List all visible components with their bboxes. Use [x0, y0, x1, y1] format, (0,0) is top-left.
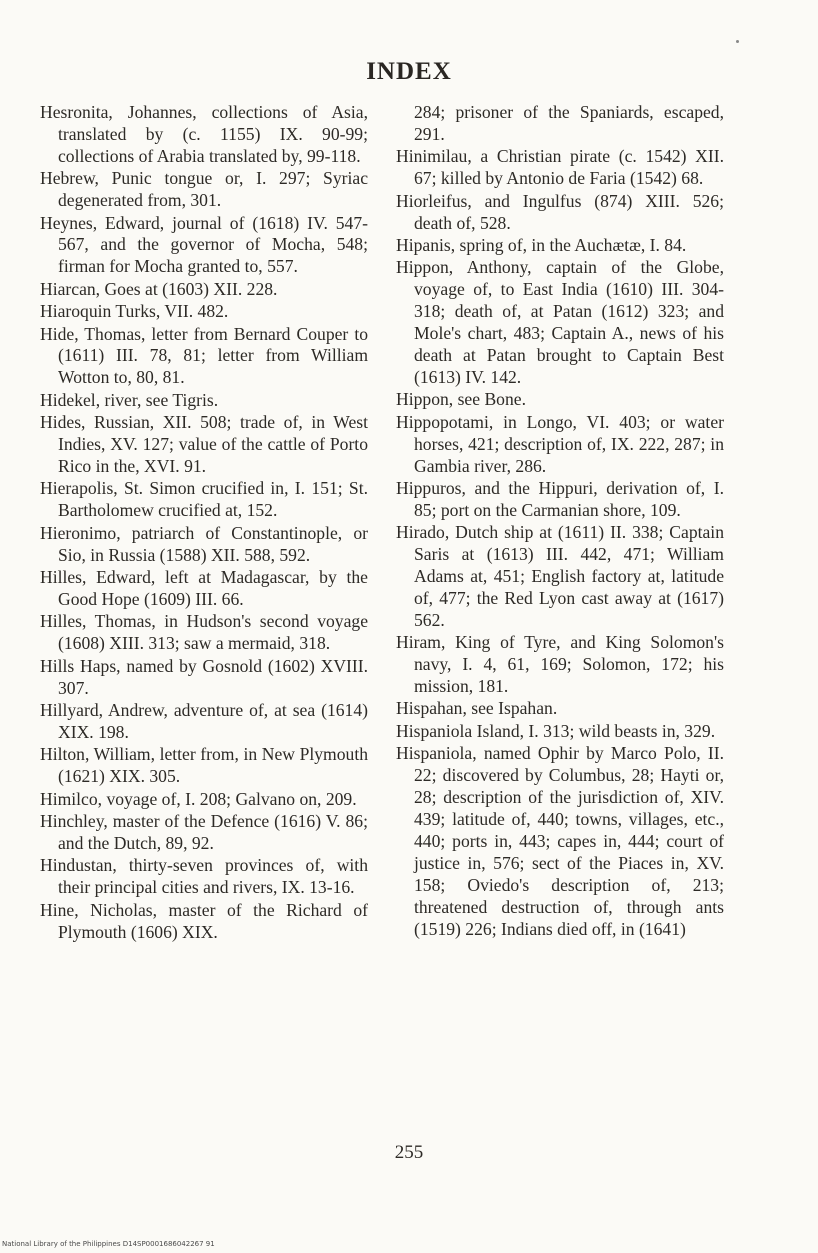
- index-entry: Hine, Nicholas, master of the Richard of Plymouth (1606) XIX.: [40, 899, 368, 942]
- index-entry: Heynes, Edward, journal of (1618) IV. 547-567, and the governor of Mocha, 548; firman for Mocha granted to, 557.: [40, 212, 368, 277]
- index-entry: Hidekel, river, see Tigris.: [40, 389, 219, 410]
- paper-speck: [736, 40, 739, 43]
- page-title: INDEX: [366, 58, 452, 85]
- index-entry: Hispahan, see Ispahan.: [396, 698, 558, 719]
- index-entry: Hippopotami, in Longo, VI. 403; or water horses, 421; description of, IX. 222, 287; in Gambia river, 286.: [396, 411, 724, 476]
- index-entry: Hinimilau, a Christian pirate (c. 1542) XII. 67; killed by Antonio de Faria (1542) 68.: [396, 146, 724, 189]
- index-entry: Hieronimo, patriarch of Constantinople, or Sio, in Russia (1588) XII. 588, 592.: [40, 522, 368, 565]
- index-entry: 284; prisoner of the Spaniards, escaped, 291.: [414, 102, 724, 144]
- index-entry: Hinchley, master of the Defence (1616) V. 86; and the Dutch, 89, 92.: [40, 811, 368, 853]
- right-column: [396, 102, 724, 941]
- index-entry: Hipanis, spring of, in the Auchætæ, I. 84.: [396, 234, 687, 255]
- index-entry: Hispaniola Island, I. 313; wild beasts in, 329.: [396, 720, 716, 741]
- index-entry: Hebrew, Punic tongue or, I. 297; Syriac degenerated from, 301.: [40, 168, 368, 211]
- index-entry: Hirado, Dutch ship at (1611) II. 338; Captain Saris at (1613) III. 442, 471; William Adams at, 451; English factory at, latitude of, 477; the Red Lyon cast away at (1617) 562.: [396, 522, 724, 630]
- index-entry: Hippuros, and the Hippuri, derivation of, I. 85; port on the Carmanian shore, 109.: [396, 477, 724, 520]
- index-entry: Hindustan, thirty-seven provinces of, with their principal cities and rivers, IX. 13-16.: [40, 855, 368, 898]
- index-entry: Hills Haps, named by Gosnold (1602) XVIII. 307.: [40, 655, 368, 698]
- index-entry: Himilco, voyage of, I. 208; Galvano on, 209.: [40, 788, 357, 809]
- index-entry: Hilles, Thomas, in Hudson's second voyage (1608) XIII. 313; saw a mermaid, 318.: [40, 611, 368, 654]
- index-entry: Hippon, Anthony, captain of the Globe, voyage of, to East India (1610) III. 304-318; death of, at Patan (1612) 323; and Mole's chart, 483; Captain A., news of his death at Patan brought to Captain Best (1613) IV. 142.: [396, 257, 724, 387]
- index-entry: Hiram, King of Tyre, and King Solomon's navy, I. 4, 61, 169; Solomon, 172; his mission, 181.: [396, 632, 724, 697]
- index-entry: Hillyard, Andrew, adventure of, at sea (1614) XIX. 198.: [40, 699, 368, 742]
- index-entry: Hippon, see Bone.: [396, 389, 526, 410]
- index-entry: Hispaniola, named Ophir by Marco Polo, II. 22; discovered by Columbus, 28; Hayti or, 28; description of the jurisdiction of, XIV. 439; latitude of, 440; towns, villages, etc., 440; ports in, 443; capes in, 444; court of justice in, 576; sect of the Piaces in, XV. 158; Oviedo's description of, 213; threatened destruction of, through ants (1519) 226; Indians died off, in (1641): [396, 743, 724, 939]
- page-number: 255: [394, 1142, 424, 1163]
- index-entry: Hiarcan, Goes at (1603) XII. 228.: [40, 278, 278, 299]
- index-entry: Hesronita, Johannes, collections of Asia, translated by (c. 1155) IX. 90-99; collections of Arabia translated by, 99-118.: [40, 102, 368, 166]
- left-column: [40, 102, 368, 944]
- index-entry: Hide, Thomas, letter from Bernard Couper to (1611) III. 78, 81; letter from William Wotton to, 80, 81.: [40, 323, 368, 388]
- index-entry: Hilles, Edward, left at Madagascar, by the Good Hope (1609) III. 66.: [40, 567, 368, 609]
- index-entry: Hiaroquin Turks, VII. 482.: [40, 301, 229, 322]
- index-entry: Hilton, William, letter from, in New Plymouth (1621) XIX. 305.: [40, 744, 368, 787]
- index-entry: Hides, Russian, XII. 508; trade of, in West Indies, XV. 127; value of the cattle of Porto Rico in the, XVI. 91.: [40, 412, 368, 476]
- index-entry: Hierapolis, St. Simon crucified in, I. 151; St. Bartholomew crucified at, 152.: [40, 478, 368, 521]
- footer-caption: National Library of the Philippines D14SP0001686042267 91: [2, 1240, 215, 1248]
- index-entry: Hiorleifus, and Ingulfus (874) XIII. 526; death of, 528.: [396, 190, 724, 233]
